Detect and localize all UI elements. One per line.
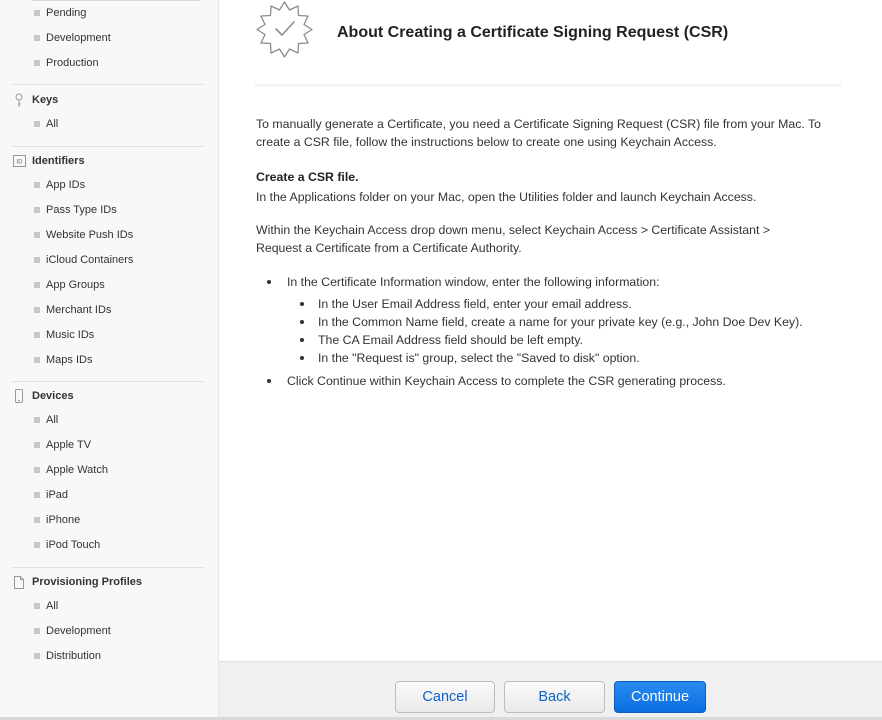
sidebar-item-merchant-ids[interactable] (34, 302, 111, 318)
list-item: The CA Email Address field should be left empty. (318, 333, 583, 347)
bullet-icon (34, 417, 40, 423)
section-provisioning-profiles[interactable] (12, 573, 142, 591)
sidebar-item-label: Website Push IDs (46, 229, 134, 241)
sidebar-item-label: All (46, 414, 59, 426)
back-button[interactable]: Back (504, 681, 605, 713)
section-keys[interactable] (12, 91, 58, 109)
sidebar-item-website-push-ids[interactable] (34, 227, 133, 243)
bullet-icon (34, 603, 40, 609)
intro-line-2: create a CSR file, follow the instructions below to create one using Keychain Access. (256, 135, 717, 149)
section-profiles-label: Provisioning Profiles (32, 576, 143, 588)
list-item: Click Continue within Keychain Access to complete the CSR generating process. (287, 374, 726, 388)
sidebar-item-label: Maps IDs (46, 354, 93, 366)
bullet-icon (34, 207, 40, 213)
bullet-dot (267, 379, 271, 383)
list-item: In the Certificate Information window, enter the following information: (287, 275, 660, 289)
section-divider (12, 567, 204, 568)
device-icon (12, 388, 26, 404)
key-icon (12, 92, 26, 108)
bullet-dot (267, 280, 271, 284)
id-icon (12, 153, 26, 169)
section-devices[interactable] (12, 387, 74, 405)
bullet-icon (34, 332, 40, 338)
sidebar-item-apple-tv[interactable] (34, 437, 91, 453)
sidebar-item-music-ids[interactable] (34, 327, 94, 343)
bullet-icon (34, 35, 40, 41)
sidebar-item-label: Distribution (46, 650, 102, 662)
sidebar-item-label: iCloud Containers (46, 254, 134, 266)
sidebar-item-label: All (46, 600, 59, 612)
bullet-icon (34, 60, 40, 66)
menu-instructions-line-1: Within the Keychain Access drop down menu, select Keychain Access > Certificate Assistant > (256, 223, 770, 237)
sidebar (0, 0, 219, 720)
sidebar-item-app-groups[interactable] (34, 277, 105, 293)
bullet-icon (34, 517, 40, 523)
sidebar-item-label: iPod Touch (46, 539, 101, 551)
sidebar-item-label: Merchant IDs (46, 304, 112, 316)
sidebar-item-label: Development (46, 625, 111, 637)
sidebar-item-label: Apple Watch (46, 464, 108, 476)
bullet-dot (300, 320, 304, 324)
sidebar-item-keys-all[interactable] (34, 116, 58, 132)
bullet-icon (34, 232, 40, 238)
sidebar-item-devices-all[interactable] (34, 412, 58, 428)
sidebar-item-label: App IDs (46, 179, 86, 191)
bullet-icon (34, 307, 40, 313)
certificate-badge-icon (256, 1, 313, 58)
section-identifiers[interactable] (12, 152, 85, 170)
menu-instructions-line-2: Request a Certificate from a Certificate Authority. (256, 241, 522, 255)
bullet-icon (34, 653, 40, 659)
sidebar-item-ipod-touch[interactable] (34, 537, 100, 553)
bullet-dot (300, 338, 304, 342)
page-title: About Creating a Certificate Signing Request (CSR) (337, 24, 729, 41)
section-divider (12, 146, 204, 147)
sidebar-item-label: Pass Type IDs (46, 204, 117, 216)
sidebar-item-label: Production (46, 57, 99, 69)
svg-text:ID: ID (16, 159, 22, 166)
sidebar-item-label: Pending (46, 7, 87, 19)
sidebar-item-label: Music IDs (46, 329, 95, 341)
sidebar-item-profiles-development[interactable] (34, 623, 111, 639)
list-item: In the Common Name field, create a name for your private key (e.g., John Doe Dev Key). (318, 315, 803, 329)
sidebar-item-icloud-containers[interactable] (34, 252, 133, 268)
sidebar-item-development[interactable] (34, 30, 111, 46)
sidebar-item-pending[interactable] (34, 5, 86, 21)
sidebar-item-label: Apple TV (46, 439, 92, 451)
bullet-icon (34, 467, 40, 473)
sidebar-item-pass-type-ids[interactable] (34, 202, 117, 218)
bullet-icon (34, 10, 40, 16)
sidebar-item-label: iPhone (46, 514, 81, 526)
bullet-icon (34, 357, 40, 363)
section-identifiers-label: Identifiers (32, 155, 85, 167)
bullet-icon (34, 121, 40, 127)
bullet-dot (300, 302, 304, 306)
sidebar-item-label: App Groups (46, 279, 105, 291)
sidebar-item-iphone[interactable] (34, 512, 80, 528)
sidebar-top-divider (32, 0, 200, 1)
title-divider (255, 84, 841, 87)
bullet-icon (34, 542, 40, 548)
sidebar-item-apple-watch[interactable] (34, 462, 108, 478)
bullet-icon (34, 182, 40, 188)
sidebar-item-label: iPad (46, 489, 69, 501)
bullet-icon (34, 628, 40, 634)
create-csr-text: In the Applications folder on your Mac, open the Utilities folder and launch Keychain Access. (256, 190, 757, 204)
sidebar-item-production[interactable] (34, 55, 99, 71)
section-devices-label: Devices (32, 390, 74, 402)
bullet-icon (34, 442, 40, 448)
bullet-icon (34, 257, 40, 263)
bullet-dot (300, 356, 304, 360)
sidebar-item-label: Development (46, 32, 111, 44)
sidebar-item-app-ids[interactable] (34, 177, 85, 193)
section-divider (12, 381, 204, 382)
bullet-icon (34, 492, 40, 498)
footer-bar (219, 661, 882, 720)
sidebar-item-label: All (46, 118, 59, 130)
sidebar-item-profiles-all[interactable] (34, 598, 58, 614)
bullet-icon (34, 282, 40, 288)
sidebar-item-profiles-distribution[interactable] (34, 648, 101, 664)
section-keys-label: Keys (32, 94, 59, 106)
intro-line-1: To manually generate a Certificate, you need a Certificate Signing Request (CSR) file from your Mac. To (256, 117, 822, 131)
list-item: In the User Email Address field, enter your email address. (318, 297, 632, 311)
cancel-button[interactable]: Cancel (395, 681, 495, 713)
create-csr-heading: Create a CSR file. (256, 170, 359, 184)
sidebar-item-maps-ids[interactable] (34, 352, 92, 368)
document-icon (12, 574, 26, 590)
section-divider (12, 84, 204, 85)
list-item: In the "Request is" group, select the "Saved to disk" option. (318, 351, 640, 365)
continue-button[interactable]: Continue (614, 681, 706, 713)
main-content (219, 0, 882, 661)
sidebar-item-ipad[interactable] (34, 487, 68, 503)
